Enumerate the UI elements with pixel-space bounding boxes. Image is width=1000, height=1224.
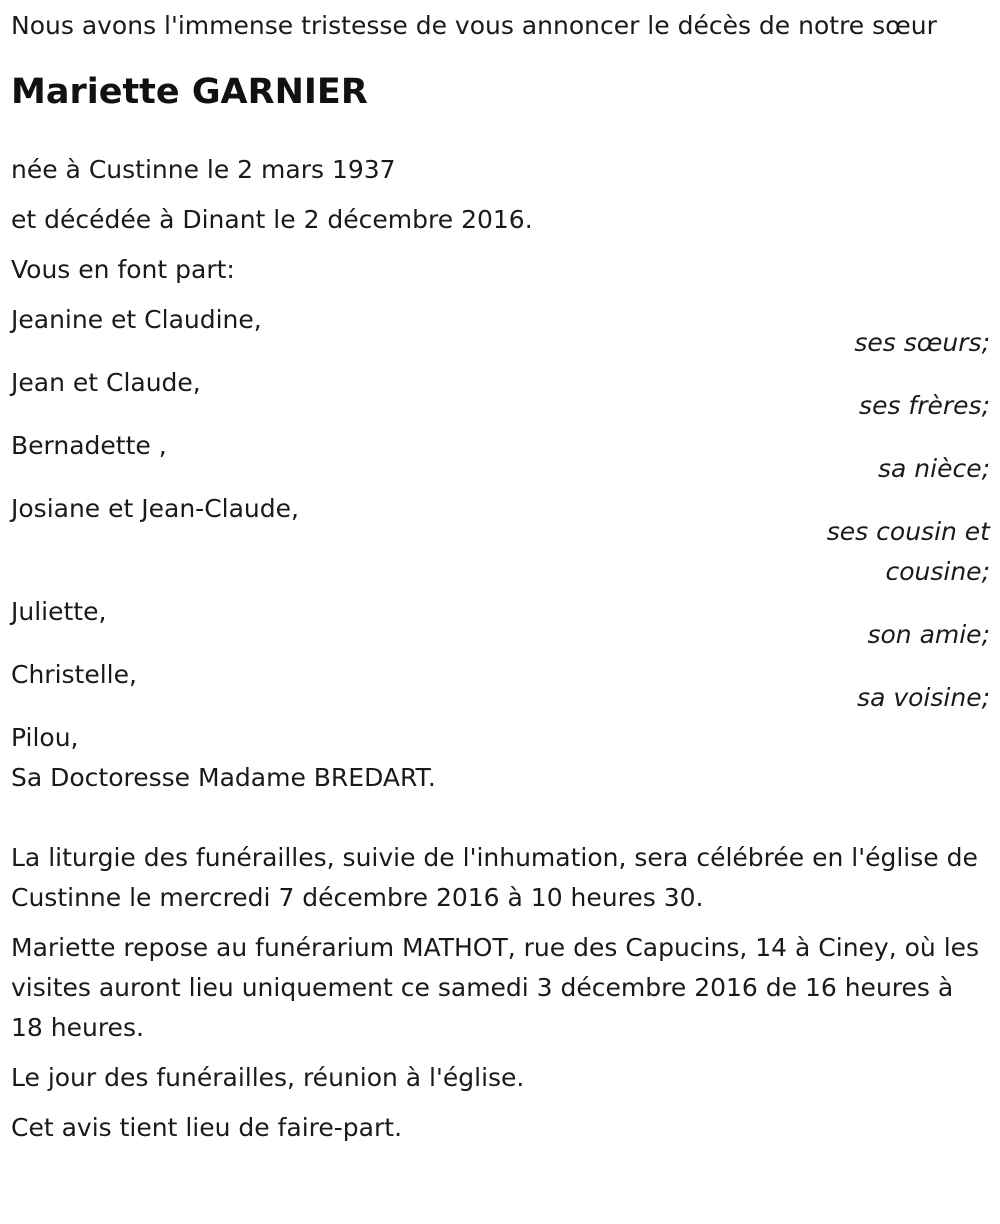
closing-text: Cet avis tient lieu de faire-part. — [11, 1113, 403, 1142]
visitation-text: Mariette repose au funérarium MATHOT, rue des Capucins, 14 à Ciney, où les visites auront lieu uniquement ce samedi 3 décembre 2016 de 16 heures à 18 heures. — [11, 933, 980, 1042]
other-mention: Pilou, — [11, 723, 79, 752]
family-names: Josiane et Jean-Claude, — [11, 494, 299, 523]
family-entry — [11, 655, 990, 718]
birth-text: née à Custinne le 2 mars 1937 — [11, 155, 396, 184]
meeting-text: Le jour des funérailles, réunion à l'église. — [11, 1063, 525, 1092]
other-mention: Sa Doctoresse Madame BREDART. — [11, 763, 436, 792]
family-names: Juliette, — [11, 597, 107, 626]
intro-text: Nous avons l'immense tristesse de vous annoncer le décès de notre sœur — [11, 11, 937, 40]
family-entry — [11, 363, 990, 426]
family-relation: sa voisine; — [857, 683, 990, 712]
family-relation: sa nièce; — [877, 454, 990, 483]
family-entry — [11, 592, 990, 655]
family-entry — [11, 426, 990, 489]
deceased-name: Mariette GARNIER — [11, 72, 368, 112]
family-names: Jeanine et Claudine, — [11, 305, 262, 334]
liturgy-text: La liturgie des funérailles, suivie de l'inhumation, sera célébrée en l'église de Custinne le mercredi 7 décembre 2016 à 10 heures 30. — [11, 843, 978, 912]
family-entry — [11, 489, 990, 592]
death-text: et décédée à Dinant le 2 décembre 2016. — [11, 205, 533, 234]
family-relation: ses frères; — [859, 391, 990, 420]
family-relation: ses sœurs; — [854, 328, 990, 357]
family-names: Bernadette , — [11, 431, 167, 460]
family-names: Jean et Claude, — [11, 368, 201, 397]
announce-text: Vous en font part: — [11, 255, 235, 284]
family-relation: son amie; — [867, 620, 990, 649]
family-relation: ses cousin et cousine; — [826, 517, 990, 586]
family-entry — [11, 300, 990, 363]
family-names: Christelle, — [11, 660, 137, 689]
